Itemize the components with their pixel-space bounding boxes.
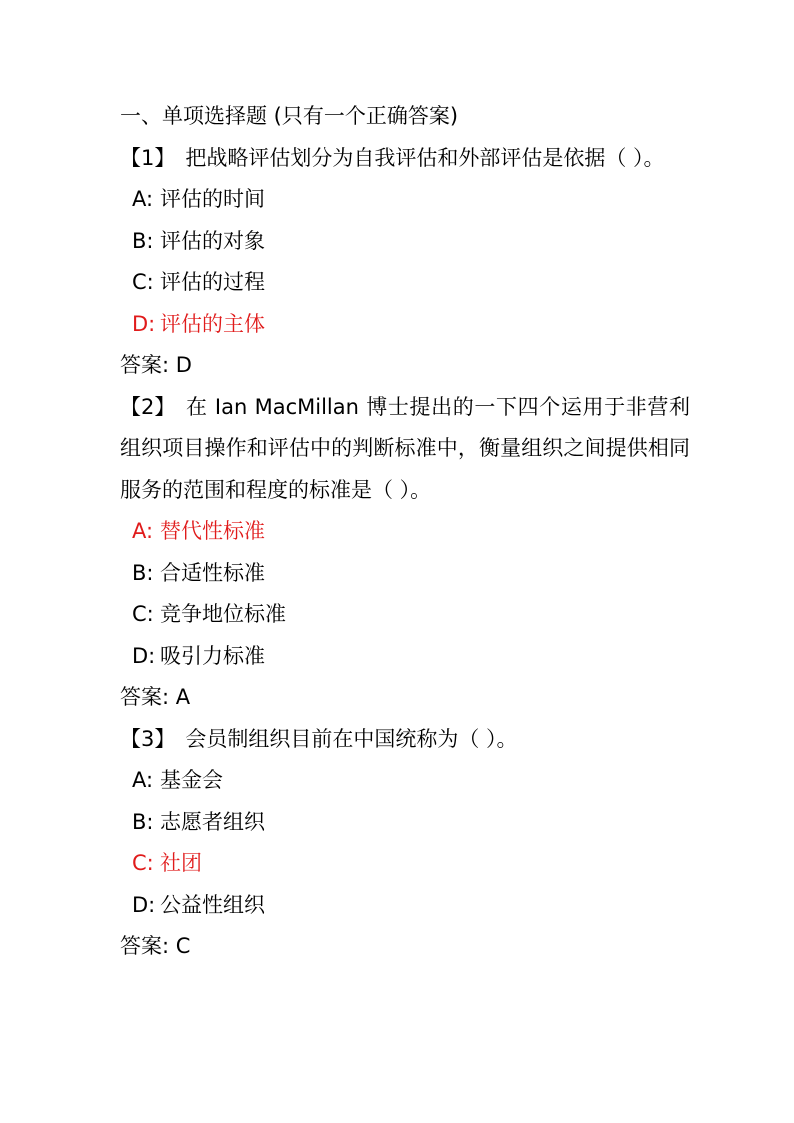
question-number: 【1】 <box>120 145 176 170</box>
answer-value: A <box>175 685 191 709</box>
option-text: 替代性标准 <box>160 519 265 543</box>
option-a-correct <box>120 511 690 553</box>
option-a <box>120 760 690 802</box>
option-letter: D: <box>132 892 156 917</box>
option-letter: B: <box>132 228 154 253</box>
option-text: 公益性组织 <box>160 892 265 917</box>
question-number: 【2】 <box>120 394 176 419</box>
answer-label: 答案: <box>120 685 176 709</box>
option-c <box>120 594 690 636</box>
option-text: 评估的对象 <box>160 228 265 253</box>
document-page <box>120 96 690 968</box>
section-title: 一、单项选择题 (只有一个正确答案) <box>120 104 459 128</box>
option-letter: B: <box>132 809 154 834</box>
option-letter: C: <box>132 270 154 294</box>
option-letter: D: <box>132 643 156 668</box>
answer-line <box>120 677 690 719</box>
option-letter: C: <box>132 602 154 626</box>
answer-line <box>120 345 690 387</box>
question-text: 会员制组织目前在中国统称为（ ）。 <box>185 726 518 751</box>
option-c <box>120 262 690 304</box>
option-text: 基金会 <box>160 768 223 792</box>
option-letter: C: <box>132 851 154 875</box>
option-c-correct <box>120 843 690 885</box>
option-b <box>120 802 690 844</box>
option-a <box>120 179 690 221</box>
option-letter: D: <box>132 311 156 336</box>
option-text: 社团 <box>160 851 202 875</box>
option-text: 评估的主体 <box>160 311 265 336</box>
question-block <box>120 138 690 387</box>
question-number: 【3】 <box>120 726 176 751</box>
question-text: 在 Ian MacMillan 博士提出的一下四个运用于非营利组织项目操作和评估中的判断标准中，衡量组织之间提供相同服务的范围和程度的标准是（ ）。 <box>120 394 690 502</box>
answer-label: 答案: <box>120 353 176 377</box>
option-letter: A: <box>132 519 154 543</box>
option-text: 评估的过程 <box>160 270 265 294</box>
option-letter: A: <box>132 187 154 211</box>
option-d <box>120 636 690 678</box>
option-b <box>120 221 690 263</box>
option-text: 志愿者组织 <box>160 809 265 834</box>
option-text: 评估的时间 <box>160 187 265 211</box>
question-block <box>120 719 690 968</box>
option-text: 合适性标准 <box>160 560 265 585</box>
question-text-line <box>120 719 690 761</box>
option-text: 竞争地位标准 <box>160 602 286 626</box>
option-letter: B: <box>132 560 154 585</box>
answer-line <box>120 926 690 968</box>
option-b <box>120 553 690 595</box>
question-text-line <box>120 138 690 180</box>
answer-value: D <box>175 353 192 377</box>
option-d-correct <box>120 304 690 346</box>
question-block <box>120 387 690 719</box>
question-text: 把战略评估划分为自我评估和外部评估是依据（ ）。 <box>185 145 665 170</box>
option-text: 吸引力标准 <box>160 643 265 668</box>
answer-value: C <box>175 934 191 958</box>
option-letter: A: <box>132 768 154 792</box>
answer-label: 答案: <box>120 934 176 958</box>
option-d <box>120 885 690 927</box>
question-text-line <box>120 387 690 512</box>
